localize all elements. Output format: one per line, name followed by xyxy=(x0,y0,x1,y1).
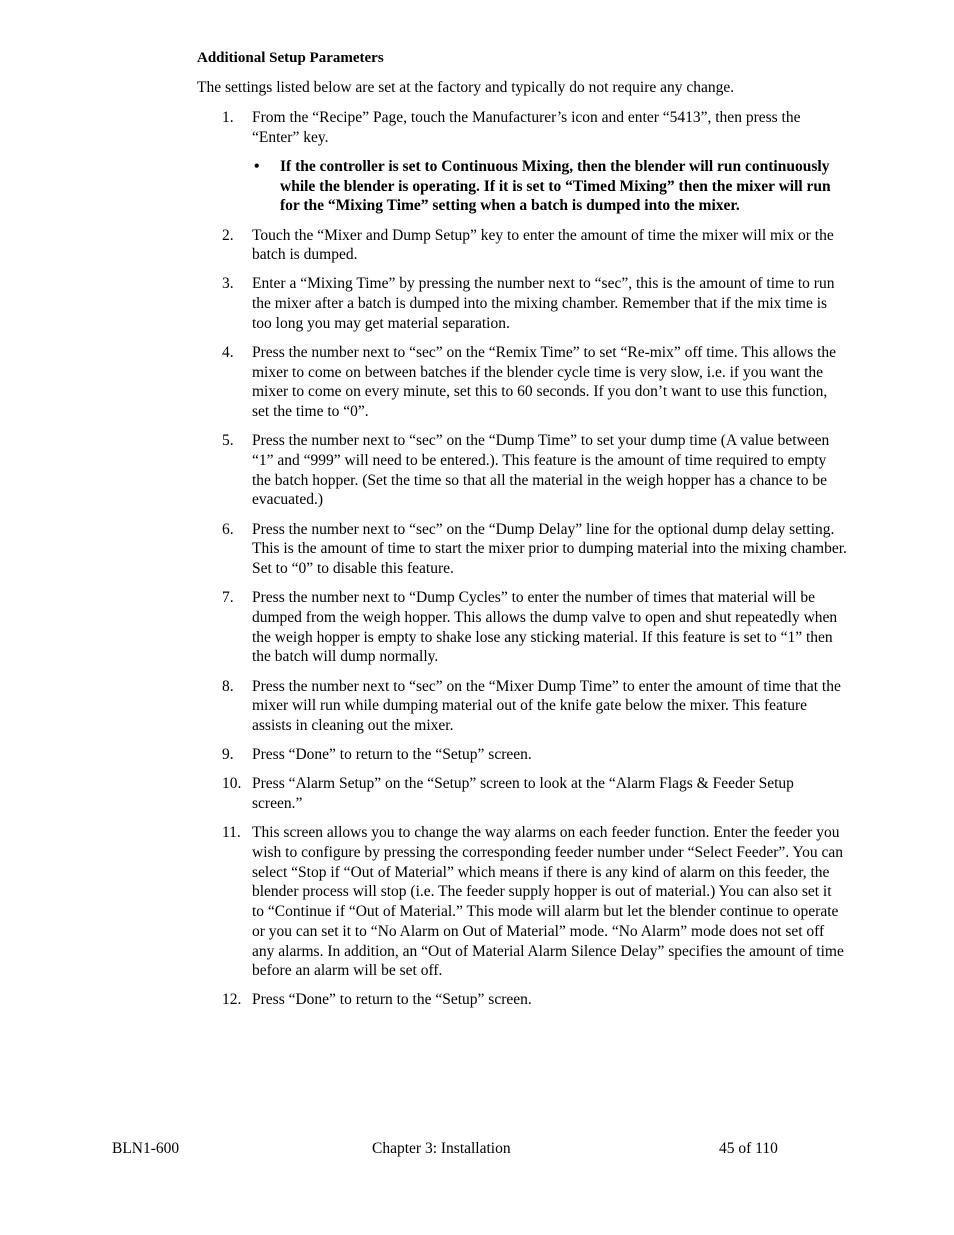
step-text: Press the number next to “sec” on the “Mixer Dump Time” to enter the amount of time that the mixer will run while dumping material out of the knife gate below the mixer. This feature assists in cleaning out the mixer. xyxy=(252,677,841,734)
step-number: 3. xyxy=(222,275,234,293)
step-number: 6. xyxy=(222,520,234,538)
list-item xyxy=(222,274,847,333)
step-text: Press “Done” to return to the “Setup” screen. xyxy=(252,746,532,764)
list-item xyxy=(222,431,847,510)
step-text: Touch the “Mixer and Dump Setup” key to enter the amount of time the mixer will mix or the batch is dumped. xyxy=(252,226,834,264)
list-item xyxy=(222,226,847,265)
list-item xyxy=(222,520,847,579)
list-item xyxy=(222,745,847,765)
steps-list xyxy=(222,108,847,1020)
list-item xyxy=(222,990,847,1010)
step-number: 12. xyxy=(222,991,242,1009)
step-number: 5. xyxy=(222,432,234,450)
footer-document-id: BLN1-600 xyxy=(112,1140,180,1157)
step-text: Press the number next to “Dump Cycles” to enter the number of times that material will be dumped from the weigh hopper. This allows the dump valve to open and shut repeatedly when the weigh hopper is empty to shake lose any sticking material. If this feature is set to “1” then the batch will dump normally. xyxy=(252,589,838,666)
list-item xyxy=(222,823,847,981)
step-number: 2. xyxy=(222,226,234,244)
step-text: From the “Recipe” Page, touch the Manufacturer’s icon and enter “5413”, then press the “Enter” key. xyxy=(252,109,801,146)
bullet-text: If the controller is set to Continuous Mixing, then the blender will run continuously while the blender is operating. If it is set to “Timed Mixing” then the mixer will run for the “Mixing Time” setting when a batch is dumped into the mixer. xyxy=(280,157,831,215)
list-item xyxy=(222,677,847,736)
list-item xyxy=(222,588,847,667)
bullet-note xyxy=(252,157,847,216)
step-text: Press the number next to “sec” on the “Remix Time” to set “Re-mix” off time. This allows the mixer to come on between batches if the blender cycle time is very slow, i.e. if you want the mixer to come on every minute, set this to 60 seconds. If you don’t want to use this function, set the time to “0”. xyxy=(252,344,837,421)
step-number: 10. xyxy=(222,775,242,793)
page-footer xyxy=(0,1139,954,1159)
step-number: 9. xyxy=(222,746,234,764)
step-text: Press the number next to “sec” on the “Dump Time” to set your dump time (A value between “1” and “999” will need to be entered.). This feature is the amount of time required to empty the batch hopper. (Set the time so that all the material in the weigh hopper has a chance to be evacuated.) xyxy=(252,432,830,509)
step-text: Press “Alarm Setup” on the “Setup” screen to look at the “Alarm Flags & Feeder Setup screen.” xyxy=(252,775,794,813)
step-number: 4. xyxy=(222,344,234,362)
step-number: 11. xyxy=(222,824,241,842)
step-text: Press “Done” to return to the “Setup” screen. xyxy=(252,991,532,1009)
section-heading: Additional Setup Parameters xyxy=(197,50,384,66)
bullet-icon: • xyxy=(254,157,260,175)
step-number: 7. xyxy=(222,589,234,607)
step-number: 1. xyxy=(222,109,234,126)
intro-paragraph: The settings listed below are set at the factory and typically do not require any change. xyxy=(197,79,735,96)
list-item xyxy=(222,343,847,422)
footer-page-number: 45 of 110 xyxy=(719,1140,778,1157)
list-item xyxy=(222,774,847,813)
list-item xyxy=(222,108,847,216)
step-number: 8. xyxy=(222,677,234,695)
step-text: Press the number next to “sec” on the “Dump Delay” line for the optional dump delay setting. This is the amount of time to start the mixer prior to dumping material into the mixing chamber. Set to “0” to disable this feature. xyxy=(252,520,847,578)
footer-chapter: Chapter 3: Installation xyxy=(372,1140,511,1157)
step-text: Enter a “Mixing Time” by pressing the number next to “sec”, this is the amount of time to run the mixer after a batch is dumped into the mixing chamber. Remember that if the mix time is too long you may get material separation. xyxy=(252,275,835,332)
step-text: This screen allows you to change the way alarms on each feeder function. Enter the feeder you wish to configure by pressing the corresponding feeder number under “Select Feeder”. You can select “Stop if “Out of Material” which means if there is any kind of alarm on this feeder, the blender process will stop (i.e. The feeder supply hopper is out of material.) You can also set it to “Continue if “Out of Material.” This mode will alarm but let the blender continue to operate or you can set it to “No Alarm on Out of Material” mode. “No Alarm” mode does not set off any alarms. In addition, an “Out of Material Alarm Silence Delay” specifies the amount of time before an alarm will be set off. xyxy=(252,824,844,980)
